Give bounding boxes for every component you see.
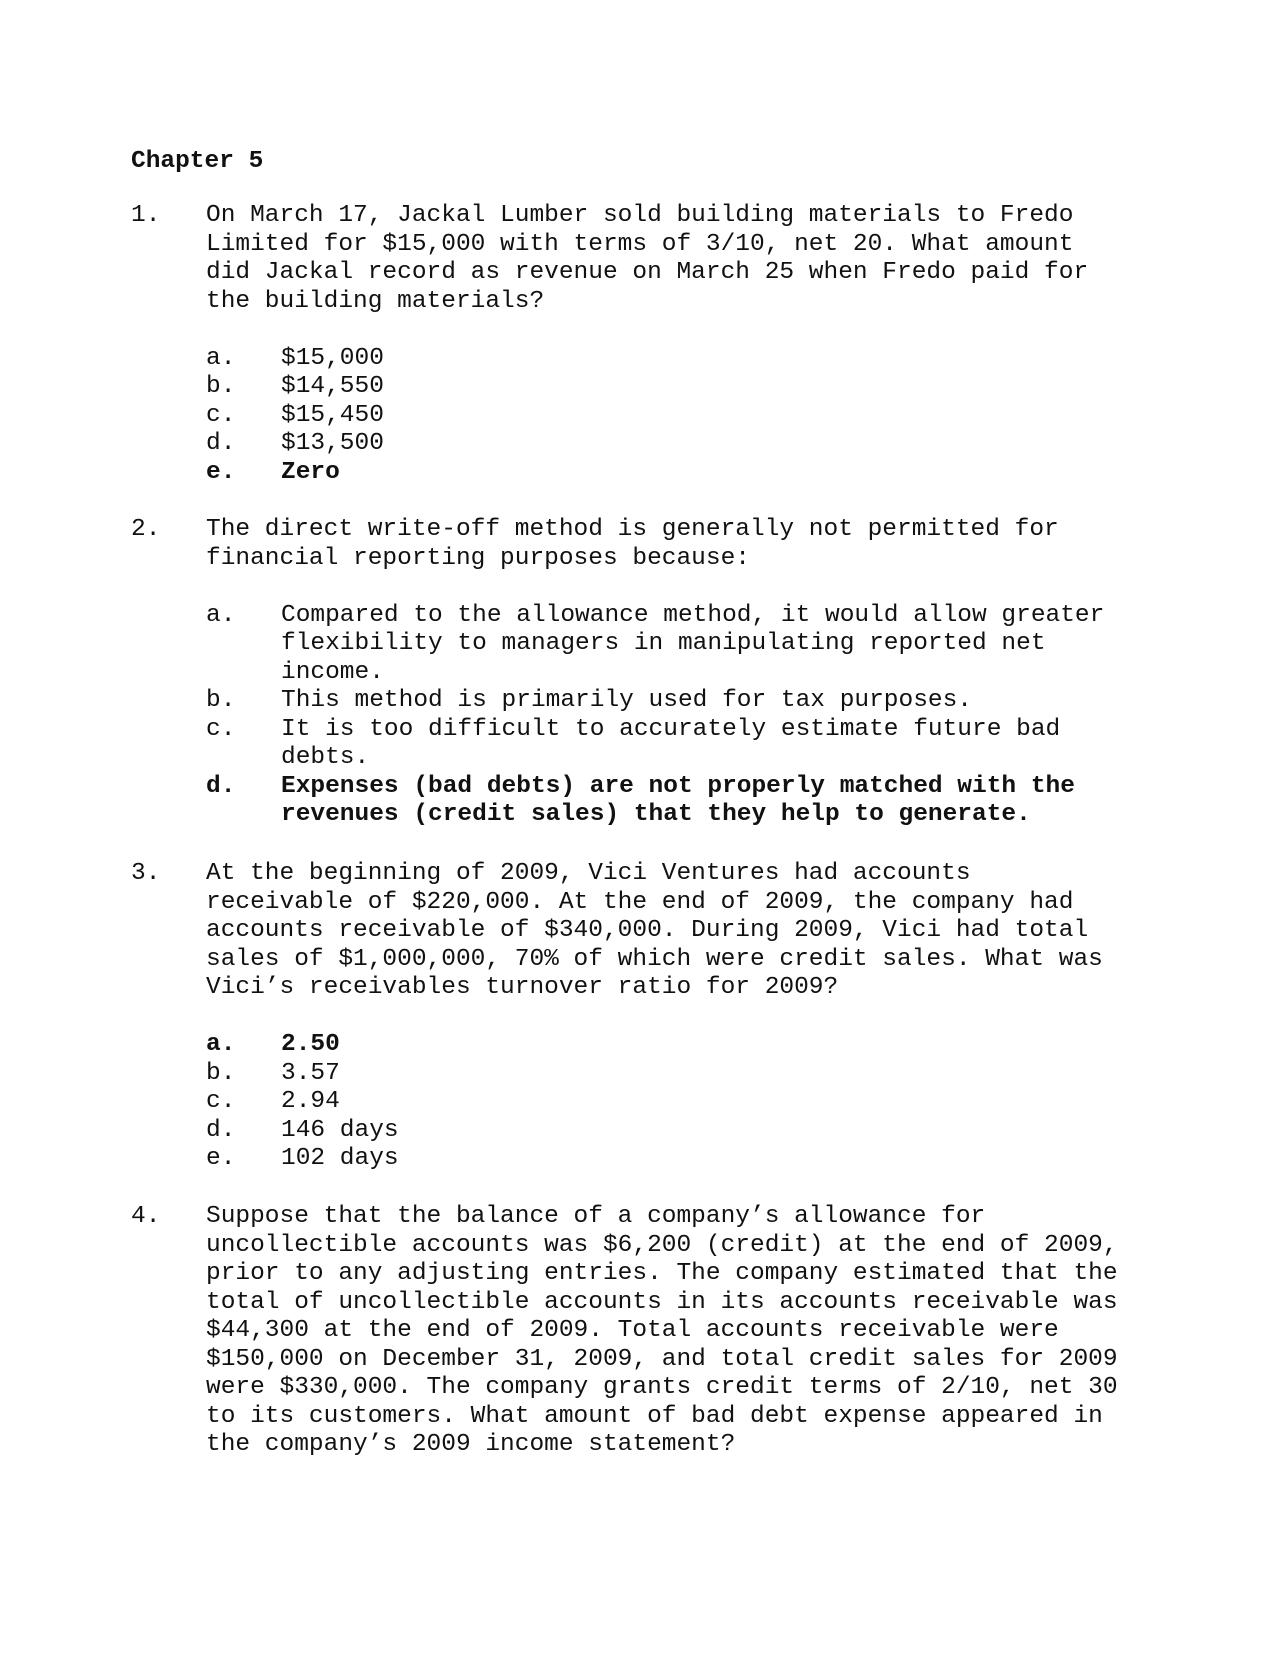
question-text: Suppose that the balance of a company’s allowance for uncollectible accounts was $6,200 (credit) at the end of 2009, prior to any adjusting entries. The company estimated that the total of uncollectible accounts in its accounts receivable was $44,300 at the end of 2009. Total accounts receivable were $150,000 on December 31, 2009, and total credit sales for 2009 were $330,000. The company grants credit terms of 2/10, net 30 to its customers. What amount of bad debt expense appeared in the company’s 2009 income statement? [206, 1203, 1118, 1458]
answer-option-a [206, 602, 1206, 688]
option-letter: a. [206, 1031, 236, 1058]
question-4 [131, 1203, 1231, 1460]
option-letter: d. [206, 772, 236, 800]
answer-option-c [206, 402, 1206, 431]
option-letter: e. [206, 1145, 236, 1172]
option-letter: d. [206, 1116, 236, 1144]
question-number: 3. [131, 860, 161, 887]
option-letter: a. [206, 601, 236, 629]
answer-option-a-correct [206, 1031, 1206, 1060]
answer-option-d-correct [206, 773, 1206, 830]
question-2 [131, 516, 1231, 830]
question-text: At the beginning of 2009, Vici Ventures had accounts receivable of $220,000. At the end of 2009, the company had accounts receivable of $340,000. During 2009, Vici had total sales of $1,000,000, 70% of which were credit sales. What was Vici’s receivables turnover ratio for 2009? [206, 860, 1103, 1001]
option-letter: a. [206, 344, 236, 372]
option-text: Zero [281, 458, 340, 486]
option-text: $14,550 [281, 373, 384, 400]
answer-option-e [206, 1145, 1206, 1174]
option-text: $15,000 [281, 344, 384, 372]
option-letter: d. [206, 430, 236, 457]
question-3 [131, 860, 1231, 1174]
chapter-title: Chapter 5 [131, 148, 264, 175]
question-text: The direct write-off method is generally not permitted for financial reporting purposes because: [206, 516, 1059, 572]
option-text: 146 days [281, 1116, 399, 1144]
option-text: Compared to the allowance method, it would allow greater flexibility to managers in manipulating reported net income. [281, 601, 1105, 686]
option-text: 2.94 [281, 1088, 340, 1115]
answer-option-b [206, 1060, 1206, 1089]
option-text: 102 days [281, 1145, 399, 1172]
option-text: $15,450 [281, 401, 384, 429]
option-text: Expenses (bad debts) are not properly matched with the revenues (credit sales) that they help to generate. [281, 772, 1075, 828]
option-letter: b. [206, 1059, 236, 1087]
question-number: 2. [131, 516, 161, 543]
option-text: This method is primarily used for tax purposes. [281, 687, 973, 714]
question-number: 1. [131, 202, 161, 229]
option-letter: c. [206, 401, 236, 429]
option-text: $13,500 [281, 430, 384, 457]
option-text: 2.50 [281, 1031, 340, 1058]
answer-option-d [206, 1117, 1206, 1146]
option-letter: e. [206, 458, 236, 486]
answer-options [206, 345, 1206, 488]
answer-option-b [206, 373, 1206, 402]
question-text: On March 17, Jackal Lumber sold building materials to Fredo Limited for $15,000 with terms of 3/10, net 20. What amount did Jackal record as revenue on March 25 when Fredo paid for the building materials? [206, 202, 1089, 315]
answer-option-c [206, 1088, 1206, 1117]
answer-option-d [206, 430, 1206, 459]
answer-option-e-correct [206, 459, 1206, 488]
option-letter: b. [206, 687, 236, 714]
option-letter: b. [206, 373, 236, 400]
question-1 [131, 202, 1231, 487]
option-letter: c. [206, 715, 236, 743]
option-text: It is too difficult to accurately estimate future bad debts. [281, 715, 1061, 771]
option-letter: c. [206, 1088, 236, 1115]
answer-options [206, 602, 1206, 830]
answer-options [206, 1031, 1206, 1174]
answer-option-b [206, 687, 1206, 716]
option-text: 3.57 [281, 1059, 340, 1087]
answer-option-a [206, 345, 1206, 374]
question-number: 4. [131, 1203, 161, 1230]
answer-option-c [206, 716, 1206, 773]
